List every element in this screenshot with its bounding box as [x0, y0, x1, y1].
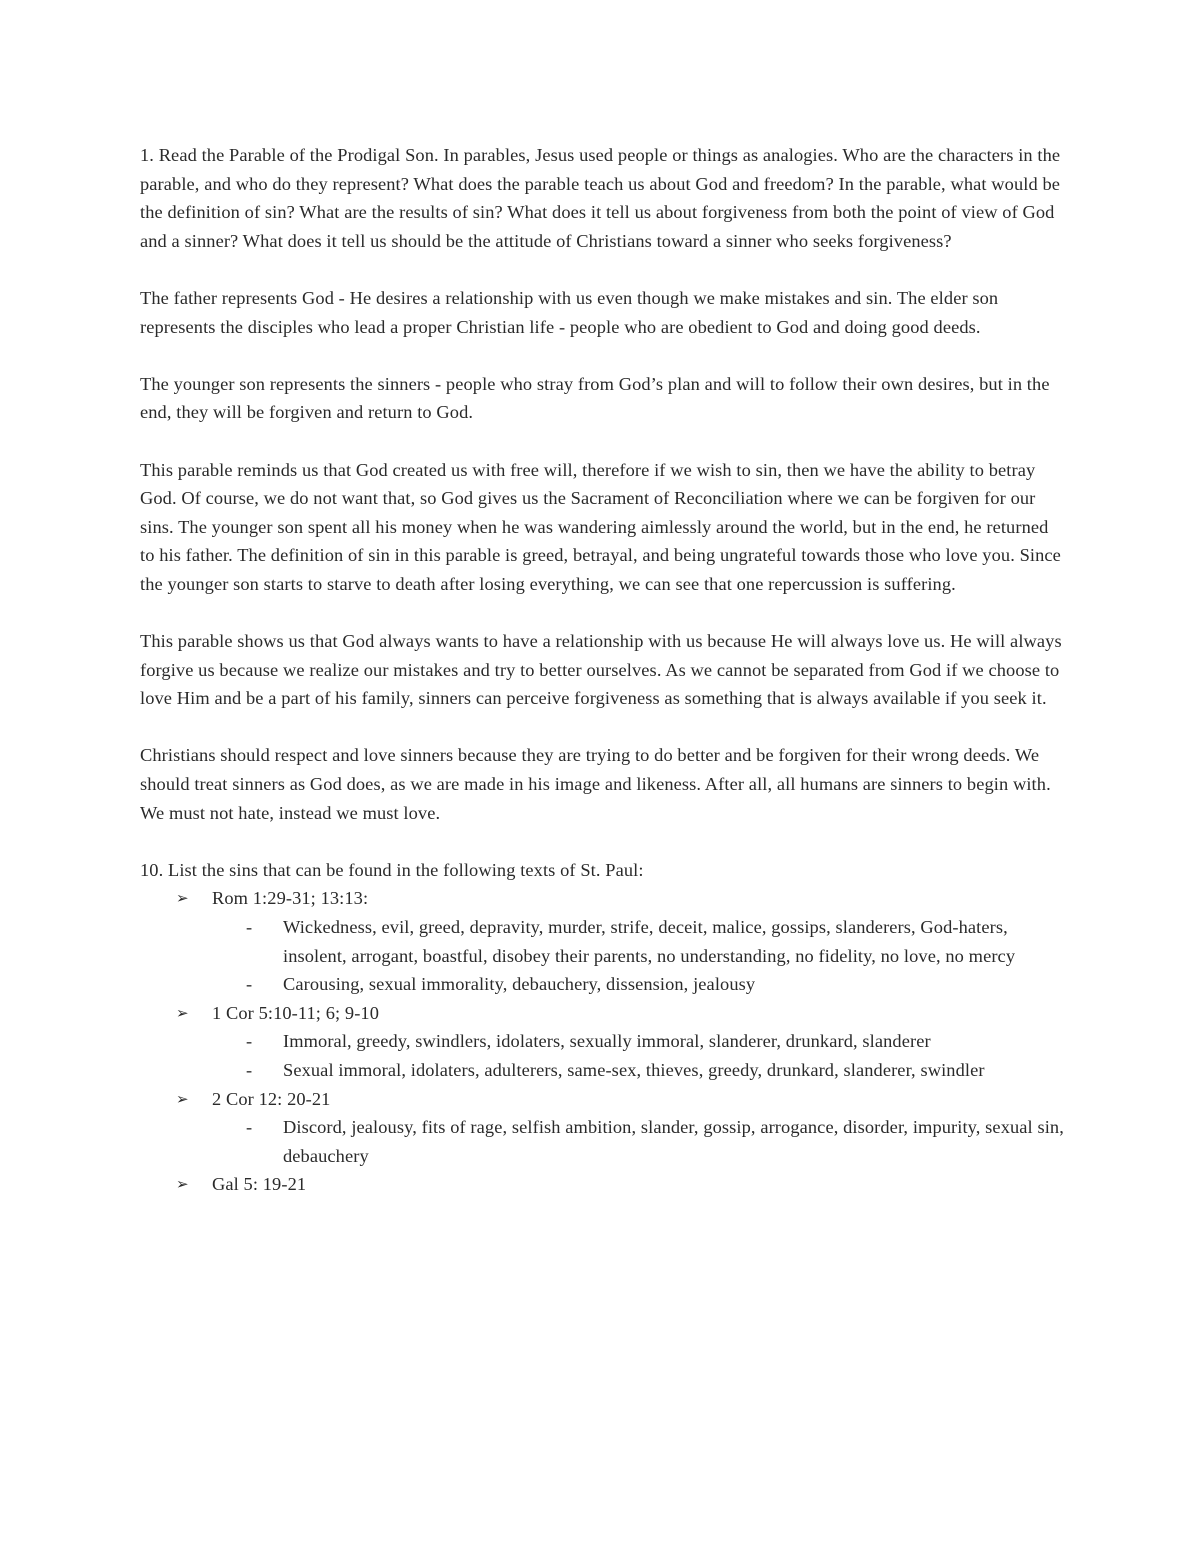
- sin-list-text: Discord, jealousy, fits of rage, selfish ambition, slander, gossip, arrogance, disorder, impurity, sexual sin, debauchery: [283, 1117, 1064, 1166]
- dash-bullet: -: [246, 1031, 253, 1052]
- sin-list-item: [212, 1027, 1065, 1056]
- scripture-reference-item: [140, 1085, 1065, 1171]
- document-page: [140, 141, 1065, 1199]
- scripture-reference-label: 1 Cor 5:10-11; 6; 9-10: [212, 1002, 380, 1023]
- answer-paragraph-forgiveness: This parable shows us that God always wants to have a relationship with us because He will always love us. He will always forgive us because we realize our mistakes and try to better ourselves. As we cannot be separated from God if we choose to love Him and be a part of his family, sinners can perceive forgiveness as something that is always available if you seek it.: [140, 631, 1062, 709]
- arrow-bullet-icon: ➢: [176, 1175, 189, 1194]
- sin-list-item: [212, 1056, 1065, 1085]
- arrow-bullet-icon: ➢: [176, 1089, 189, 1108]
- dash-bullet: -: [246, 1117, 253, 1138]
- dash-bullet: -: [246, 917, 253, 938]
- sin-list-item: [212, 1113, 1065, 1170]
- dash-bullet: -: [246, 974, 253, 995]
- sin-list: [212, 1027, 1065, 1084]
- answer-paragraph-younger-son: The younger son represents the sinners - people who stray from God’s plan and will to follow their own desires, but in the end, they will be forgiven and return to God.: [140, 373, 1050, 423]
- sin-list-text: Immoral, greedy, swindlers, idolaters, sexually immoral, slanderer, drunkard, slanderer: [283, 1031, 931, 1052]
- sin-list: [212, 1113, 1065, 1170]
- answer-paragraph-free-will: This parable reminds us that God created us with free will, therefore if we wish to sin, then we have the ability to betray God. Of course, we do not want that, so God gives us the Sacrament of Reconciliation where we can be forgiven for our sins. The younger son spent all his money when he was wandering aimlessly around the world, but in the end, he returned to his father. The definition of sin in this parable is greed, betrayal, and being ungrateful towards those who love you. Since the younger son starts to starve to death after losing everything, we can see that one repercussion is suffering.: [140, 459, 1061, 594]
- sin-list-text: Carousing, sexual immorality, debauchery, dissension, jealousy: [283, 974, 756, 995]
- sin-list-item: [212, 913, 1065, 970]
- dash-bullet: -: [246, 1060, 253, 1080]
- scripture-reference-item: [140, 999, 1065, 1085]
- scripture-reference-label: 2 Cor 12: 20-21: [212, 1088, 331, 1109]
- scripture-reference-item: [140, 1170, 1065, 1199]
- scripture-reference-label: Rom 1:29-31; 13:13:: [212, 888, 369, 909]
- scripture-reference-item: [140, 884, 1065, 998]
- question-10-prompt: 10. List the sins that can be found in the following texts of St. Paul:: [140, 859, 644, 880]
- scripture-reference-list: [140, 884, 1065, 1199]
- arrow-bullet-icon: ➢: [176, 889, 189, 908]
- question-1-paragraph: 1. Read the Parable of the Prodigal Son. In parables, Jesus used people or things as analogies. Who are the characters in the parable, and who do they represent? What does the parable teach us about God and freedom? In the parable, what would be the definition of sin? What are the results of sin? What does it tell us about forgiveness from both the point of view of God and a sinner? What does it tell us should be the attitude of Christians toward a sinner who seeks forgiveness?: [140, 145, 1061, 251]
- answer-paragraph-christians: Christians should respect and love sinners because they are trying to do better and be forgiven for their wrong deeds. We should treat sinners as God does, as we are made in his image and likeness. After all, all humans are sinners to begin with. We must not hate, instead we must love.: [140, 745, 1051, 823]
- sin-list-item: [212, 970, 1065, 999]
- sin-list: [212, 913, 1065, 999]
- sin-list-text: Sexual immoral, idolaters, adulterers, same-sex, thieves, greedy, drunkard, slanderer, swindler: [283, 1060, 985, 1080]
- answer-paragraph-father: The father represents God - He desires a relationship with us even though we make mistakes and sin. The elder son represents the disciples who lead a proper Christian life - people who are obedient to God and doing good deeds.: [140, 287, 999, 337]
- sin-list-text: Wickedness, evil, greed, depravity, murder, strife, deceit, malice, gossips, slanderers, God-haters, insolent, arrogant, boastful, disobey their parents, no understanding, no fidelity, no love, no mercy: [283, 917, 1016, 966]
- scripture-reference-label: Gal 5: 19-21: [212, 1174, 307, 1195]
- arrow-bullet-icon: ➢: [176, 1003, 189, 1022]
